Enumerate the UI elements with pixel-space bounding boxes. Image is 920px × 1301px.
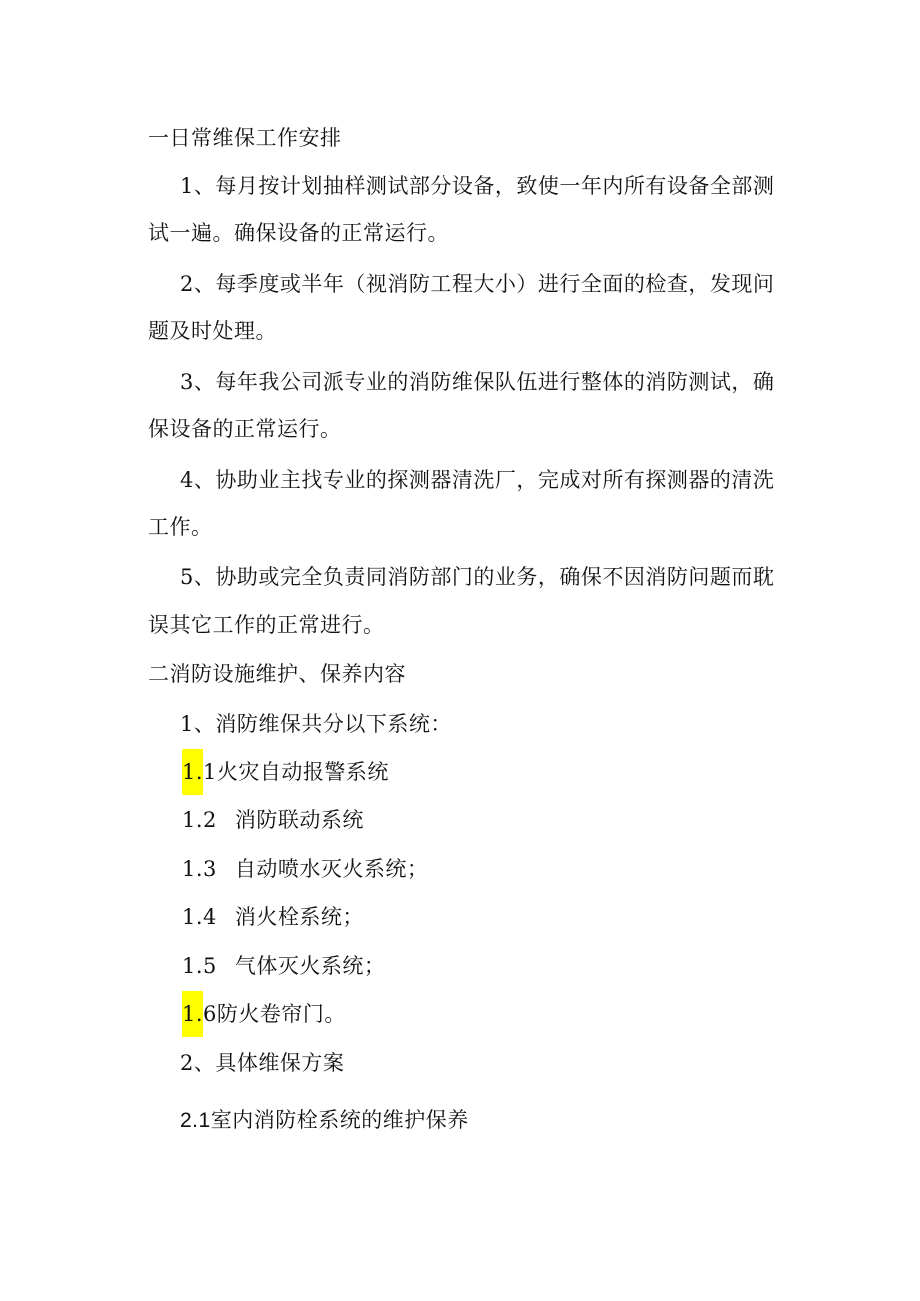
subsection-heading-2: 2、具体维保方案: [180, 1051, 345, 1075]
section-heading-1: 一日常维保工作安排: [148, 126, 342, 150]
system-number: 1.3: [182, 857, 217, 881]
list-item-5-line-1: 5、协助或完全负责同消防部门的业务，确保不因消防问题而耽: [180, 565, 775, 589]
system-number-rest: 1: [203, 760, 217, 784]
list-item-1-line-2: 试一遍。确保设备的正常运行。: [148, 221, 449, 245]
system-item-1-5: [182, 952, 385, 980]
subsection-heading-1: 1、消防维保共分以下系统：: [180, 712, 452, 736]
list-item-5-line-2: 误其它工作的正常进行。: [148, 613, 385, 637]
system-number: 1.5: [182, 954, 217, 978]
list-item-2-line-1: 2、每季度或半年（视消防工程大小）进行全面的检查，发现问: [180, 272, 775, 296]
system-number-rest: 6: [203, 1002, 217, 1026]
subsection-heading-2-1: 2.1室内消防栓系统的维护保养: [180, 1109, 469, 1132]
system-item-1-4: [182, 903, 364, 931]
list-item-3-line-2: 保设备的正常运行。: [148, 417, 342, 441]
system-item-1-2: [182, 806, 364, 834]
system-number: 1.2: [182, 808, 217, 832]
system-item-1-6: [182, 1000, 346, 1028]
list-item-4-line-1: 4、协助业主找专业的探测器清洗厂，完成对所有探测器的清洗: [180, 468, 775, 492]
system-name: 防火卷帘门。: [216, 1002, 346, 1026]
system-name: 自动喷水灭火系统；: [234, 857, 429, 881]
list-item-3-line-1: 3、每年我公司派专业的消防维保队伍进行整体的消防测试，确: [180, 370, 775, 394]
list-item-2-line-2: 题及时处理。: [148, 319, 277, 343]
system-name: 消火栓系统；: [234, 905, 364, 929]
system-item-1-3: [182, 855, 428, 883]
section-heading-2: 二消防设施维护、保养内容: [148, 662, 406, 686]
system-name: 火灾自动报警系统: [216, 760, 389, 784]
list-item-4-line-2: 工作。: [148, 515, 213, 539]
list-item-1-line-1: 1、每月按计划抽样测试部分设备，致使一年内所有设备全部测: [180, 174, 775, 198]
system-item-1-1: [182, 758, 389, 786]
highlight-mark: 1.: [182, 749, 203, 795]
system-name: 气体灭火系统；: [234, 954, 386, 978]
highlight-mark: 1.: [182, 991, 203, 1037]
system-number: 1.4: [182, 905, 217, 929]
system-name: 消防联动系统: [234, 808, 364, 832]
